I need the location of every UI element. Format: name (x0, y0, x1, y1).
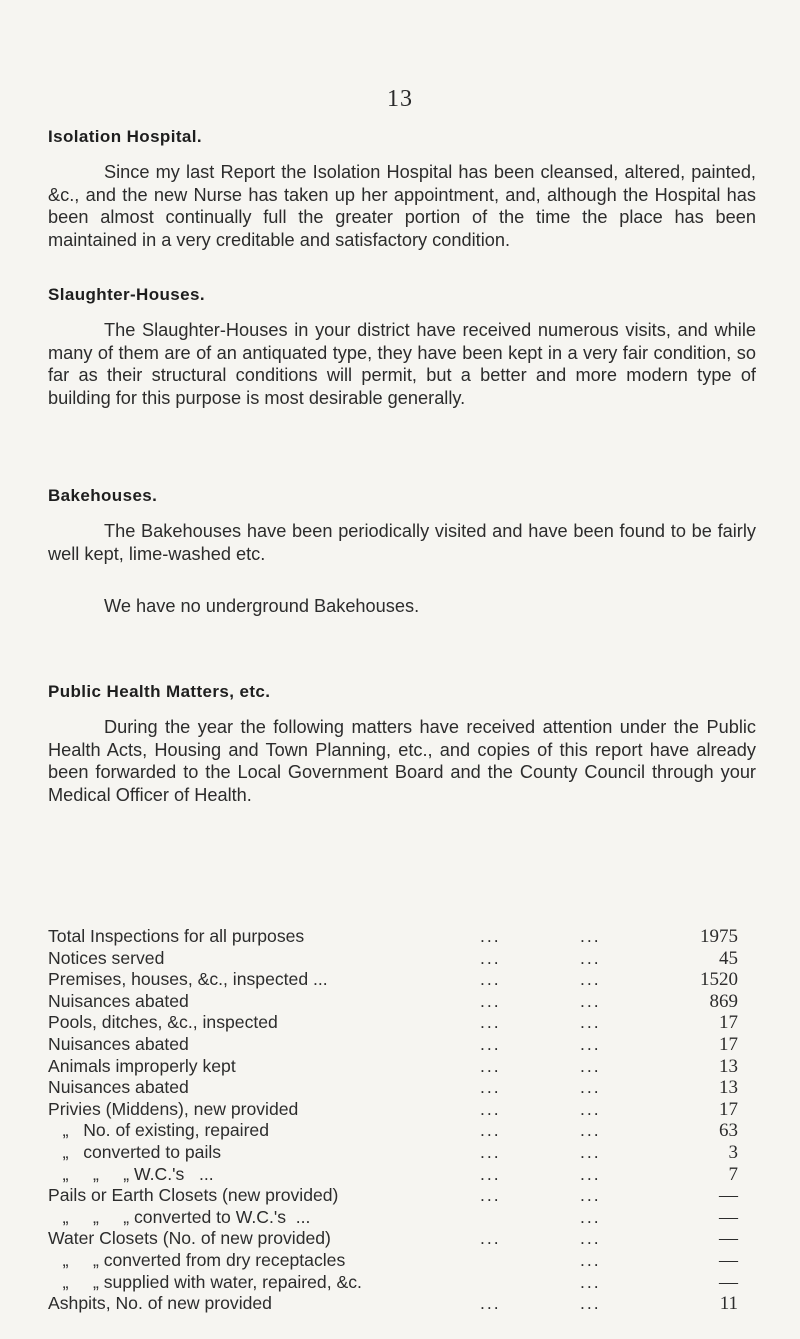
row-value: 45 (719, 947, 738, 969)
section-slaughter-houses (48, 285, 756, 409)
leader-dots: ... (480, 1185, 501, 1206)
table-row (48, 1250, 738, 1272)
row-label: „ „ „ W.C.'s ... (48, 1163, 214, 1184)
row-label: Nuisances abated (48, 1077, 189, 1098)
row-value: 13 (719, 1055, 738, 1077)
paragraph: The Slaughter-Houses in your district have received numerous visits, and while many of them are of an antiquated type, they have been kept in a very fair condition, so far as their structural conditions will permit, but a better and more modern type of building for this purpose is most desirable generally. (48, 320, 756, 408)
table-row (48, 1077, 738, 1099)
row-label: Nuisances abated (48, 1033, 189, 1054)
table-row (48, 1293, 738, 1315)
row-label: Privies (Middens), new provided (48, 1098, 299, 1119)
row-label: Ashpits, No. of new provided (48, 1293, 272, 1314)
leader-dots: ... (580, 1055, 601, 1076)
row-value: 1520 (700, 969, 738, 991)
row-value: 17 (719, 1033, 738, 1055)
leader-dots: ... (580, 926, 601, 946)
table-row (48, 1185, 738, 1207)
leader-dots: ... (480, 1033, 501, 1054)
leader-dots: ... (580, 969, 601, 990)
section-public-health-matters (48, 682, 756, 806)
leader-dots: ... (480, 1141, 501, 1162)
section-heading: Public Health Matters, etc. (48, 682, 271, 701)
row-label: „ No. of existing, repaired (48, 1120, 269, 1141)
table-row (48, 948, 738, 970)
table-row (48, 1164, 738, 1186)
leader-dots: ... (480, 1098, 501, 1119)
table-row (48, 969, 738, 991)
table-row (48, 1272, 738, 1294)
row-value: 17 (719, 1098, 738, 1120)
page-number: 13 (387, 86, 413, 112)
row-label: Nuisances abated (48, 990, 189, 1011)
table-row (48, 1228, 738, 1250)
leader-dots: ... (580, 1293, 601, 1314)
row-label: Pails or Earth Closets (new provided) (48, 1185, 339, 1206)
table-row (48, 1056, 738, 1078)
paragraph: We have no underground Bakehouses. (104, 596, 420, 616)
leader-dots: ... (480, 926, 501, 946)
row-label: Notices served (48, 947, 165, 968)
row-label: Total Inspections for all purposes (48, 926, 305, 946)
leader-dots: ... (480, 990, 501, 1011)
leader-dots: ... (480, 1077, 501, 1098)
leader-dots: ... (480, 1293, 501, 1314)
row-value: 869 (709, 990, 738, 1012)
leader-dots: ... (480, 1055, 501, 1076)
leader-dots: ... (580, 1249, 601, 1270)
leader-dots: ... (580, 1163, 601, 1184)
row-value: 63 (719, 1120, 738, 1142)
leader-dots: ... (580, 1185, 601, 1206)
leader-dots: ... (580, 990, 601, 1011)
row-label: „ „ „ converted to W.C.'s ... (48, 1206, 311, 1227)
table-row (48, 991, 738, 1013)
leader-dots: ... (580, 1033, 601, 1054)
leader-dots: ... (580, 1141, 601, 1162)
leader-dots: ... (580, 1012, 601, 1033)
row-label: „ „ converted from dry receptacles (48, 1249, 346, 1270)
leader-dots: ... (480, 1120, 501, 1141)
leader-dots: ... (580, 1271, 601, 1292)
row-label: Pools, ditches, &c., inspected (48, 1012, 278, 1033)
table-row (48, 1120, 738, 1142)
leader-dots: ... (580, 1228, 601, 1249)
row-value: — (719, 1271, 738, 1293)
row-value: 11 (719, 1293, 738, 1315)
table-row (48, 1034, 738, 1056)
leader-dots: ... (480, 969, 501, 990)
row-value: — (719, 1185, 738, 1207)
paragraph: The Bakehouses have been periodically visited and have been found to be fairly well kept, lime-washed etc. (48, 521, 756, 564)
leader-dots: ... (480, 1163, 501, 1184)
row-value: 13 (719, 1077, 738, 1099)
row-value: 7 (728, 1163, 738, 1185)
leader-dots: ... (580, 1098, 601, 1119)
section-heading: Slaughter-Houses. (48, 285, 205, 304)
inspection-statistics-table (48, 926, 738, 1315)
row-label: „ converted to pails (48, 1141, 222, 1162)
leader-dots: ... (480, 947, 501, 968)
row-label: „ „ supplied with water, repaired, &c. (48, 1271, 362, 1292)
row-value: — (719, 1249, 738, 1271)
section-bakehouses (48, 486, 756, 618)
table-row (48, 1207, 738, 1229)
paragraph: Since my last Report the Isolation Hospital has been cleansed, altered, painted, &c., and the new Nurse has taken up her appointment, and, although the Hospital has been almost continually full the greater portion of the time the place has been maintained in a very creditable and satisfactory condition. (48, 162, 756, 250)
table-row (48, 926, 738, 948)
table-row (48, 1142, 738, 1164)
row-value: — (719, 1206, 738, 1228)
paragraph: During the year the following matters have received attention under the Public Health Acts, Housing and Town Planning, etc., and copies of this report have already been forwarded to the Local Government Board and the County Council through your Medical Officer of Health. (48, 717, 756, 805)
row-label: Water Closets (No. of new provided) (48, 1228, 331, 1249)
leader-dots: ... (580, 1206, 601, 1227)
row-value: — (719, 1228, 738, 1250)
row-label: Animals improperly kept (48, 1055, 236, 1076)
section-isolation-hospital (48, 127, 756, 251)
leader-dots: ... (480, 1012, 501, 1033)
table-row (48, 1099, 738, 1121)
leader-dots: ... (580, 1120, 601, 1141)
row-value: 17 (719, 1012, 738, 1034)
row-value: 3 (728, 1141, 738, 1163)
row-value: 1975 (700, 926, 738, 947)
section-heading: Isolation Hospital. (48, 127, 203, 146)
table-row (48, 1012, 738, 1034)
leader-dots: ... (580, 1077, 601, 1098)
section-heading: Bakehouses. (48, 486, 158, 505)
leader-dots: ... (480, 1228, 501, 1249)
row-label: Premises, houses, &c., inspected ... (48, 969, 328, 990)
leader-dots: ... (580, 947, 601, 968)
